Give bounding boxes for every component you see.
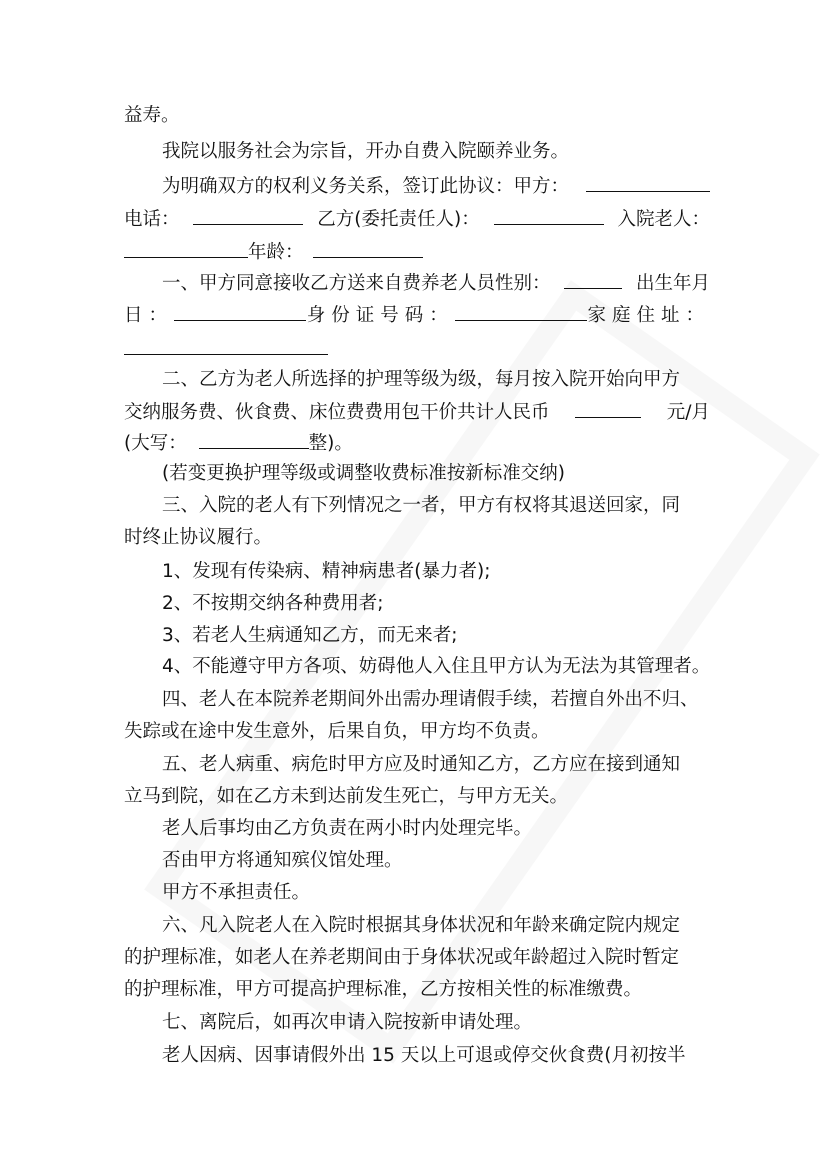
text: 出生年月 — [635, 273, 710, 294]
paragraph-line — [124, 302, 710, 328]
text: 一、甲方同意接收乙方送来自费养老人员性别： — [162, 273, 551, 294]
paragraph-line: (若变更换护理等级或调整收费标准按新标准交纳) — [162, 463, 565, 484]
text: 交纳服务费、伙食费、床位费费用包干价共计人民币 — [124, 402, 550, 423]
paragraph-line: 老人后事均由乙方负责在两小时内处理完毕。 — [162, 818, 533, 839]
text: 身份证号码： — [306, 305, 454, 326]
paragraph-line: 五、老人病重、病危时甲方应及时通知乙方，乙方应在接到通知 — [162, 754, 681, 775]
paragraph-line: 失踪或在途中发生意外，后果自负，甲方均不负责。 — [124, 721, 550, 742]
paragraph-line: 立马到院，如在乙方未到达前发生死亡，与甲方无关。 — [124, 786, 569, 807]
text: 为明确双方的权利义务关系，签订此协议：甲方： — [162, 176, 570, 197]
phone-blank — [193, 206, 303, 225]
paragraph-line — [124, 399, 710, 425]
list-item: 2、不按期交纳各种费用者; — [162, 593, 384, 614]
paragraph-line — [124, 206, 710, 232]
paragraph-line: 三、入院的老人有下列情况之一者，甲方有权将其退送回家，同 — [162, 495, 681, 516]
text: 整)。 — [308, 433, 353, 454]
elder-name-blank — [124, 239, 248, 258]
party-a-blank — [586, 173, 710, 192]
amount-blank — [575, 399, 641, 418]
text: (大写： — [124, 433, 187, 454]
list-item: 4、不能遵守甲方各项、妨碍他人入住且甲方认为无法为其管理者。 — [162, 656, 711, 677]
list-item: 3、若老人生病通知乙方，而无来者; — [162, 625, 458, 646]
text: 年龄： — [248, 242, 304, 263]
paragraph-line — [162, 173, 710, 199]
paragraph-line: 的护理标准，如老人在养老期间由于身体状况或年龄超过入院时暂定 — [124, 947, 680, 968]
paragraph-line — [124, 430, 710, 456]
paragraph-line — [124, 336, 710, 362]
paragraph-line: 否由甲方将通知殡仪馆处理。 — [162, 850, 403, 871]
address-blank — [124, 336, 328, 355]
party-b-blank — [494, 206, 604, 225]
id-number-blank — [455, 302, 587, 321]
paragraph-line: 七、离院后，如再次申请入院按新申请处理。 — [162, 1012, 533, 1033]
birthdate-blank — [174, 302, 306, 321]
paragraph-line: 的护理标准，甲方可提高护理标准，乙方按相关性的标准缴费。 — [124, 979, 643, 1000]
gender-blank — [564, 270, 622, 289]
paragraph-line: 甲方不承担责任。 — [162, 882, 311, 903]
paragraph-line — [124, 239, 710, 265]
text: 入院老人： — [617, 209, 710, 230]
list-item: 1、发现有传染病、精神病患者(暴力者); — [162, 561, 491, 582]
text: 乙方(委托责任人)： — [317, 209, 480, 230]
paragraph-line: 益寿。 — [124, 105, 180, 126]
paragraph-line — [162, 270, 710, 296]
paragraph-line: 四、老人在本院养老期间外出需办理请假手续，若擅自外出不归、 — [162, 689, 699, 710]
text: 电话： — [124, 209, 180, 230]
paragraph-line: 老人因病、因事请假外出 15 天以上可退或停交伙食费(月初按半 — [162, 1045, 686, 1066]
paragraph-line: 时终止协议履行。 — [124, 527, 273, 548]
age-blank — [313, 239, 423, 258]
text: 元/月 — [666, 402, 710, 423]
text: 家庭住址： — [587, 305, 710, 326]
amount-words-blank — [199, 430, 309, 449]
paragraph-line: 我院以服务社会为宗旨，开办自费入院颐养业务。 — [162, 141, 570, 162]
text: 日： — [124, 305, 174, 326]
paragraph-line: 六、凡入院老人在入院时根据其身体状况和年龄来确定院内规定 — [162, 915, 681, 936]
paragraph-line: 二、乙方为老人所选择的护理等级为级，每月按入院开始向甲方 — [162, 369, 681, 390]
